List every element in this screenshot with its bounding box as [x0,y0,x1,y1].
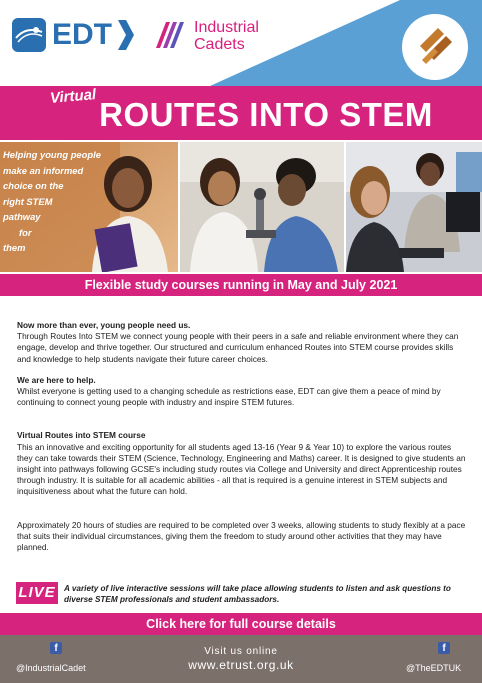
visit-label: Visit us online [204,646,278,657]
overlay-line: them [3,242,26,253]
course-details-link[interactable]: Click here for full course details [0,613,482,635]
overlay-line: choice on the [3,180,64,191]
photo-students-computers [346,142,482,272]
photo-student-with-folder [0,142,178,272]
website-link[interactable]: www.etrust.org.uk [188,658,294,672]
industrial-cadets-line2: Cadets [194,36,245,53]
section-body: This an innovative and exciting opportunity for all students aged 13-16 (Year 9 & Year 10) to explore the various routes they can take towards their STEM (Science, Technology, Engineering and Maths) career. It is designed to give students an insight into pathways following GCSE's including study routes via College and University and direct Apprenticeship routes through industry. It is suitable for all academic abilities - all that is required is a genuine interest in STEM subjects and inquisitiveness about what the future can hold. [17,441,466,497]
edt-logo-badge-icon [12,18,46,52]
photo-strip [0,142,482,272]
virtual-label: Virtual [49,86,97,107]
live-badge: LIVE [16,582,58,604]
overlay-line: for [19,226,32,238]
section-heading: Virtual Routes into STEM course [17,430,146,441]
main-content [17,320,469,563]
edt-logo-text: EDT [52,18,112,51]
industrial-cadets-mark-icon [152,18,188,54]
page-title: ROUTES INTO STEM [99,96,433,133]
section-body: Through Routes Into STEM we connect young people with their peers in a safe and reliable environment where they can engage, develop and thrive together. Our structured and curriculum enhanced Routes into STEM course provides skills and knowledge to help students navigate their future career choices. [17,331,459,364]
industrial-cadet-handle[interactable]: @IndustrialCadet [16,663,86,673]
live-sessions-note [16,582,472,606]
partner-logo-badge [402,14,468,80]
subtitle-band: Flexible study courses running in May and July 2021 [0,274,482,296]
section-heading: We are here to help. [17,374,96,385]
header [0,0,482,86]
edt-uk-handle[interactable]: @TheEDTUK [406,663,462,673]
overlay-line: pathway [3,211,41,222]
footer [0,635,482,683]
photo-students-microscope [180,142,344,272]
live-text: A variety of live interactive sessions will take place allowing students to listen and ask questions to diverse STEM professionals and student ambassadors. [64,584,451,604]
chevron-right-icon [118,18,134,52]
industrial-cadets-line1: Industrial [194,19,259,36]
industrial-cadets-logo[interactable] [152,18,259,54]
partner-emblem-icon [416,26,456,68]
overlay-line: Helping young people [3,149,101,160]
overlay-line: right STEM [3,195,53,207]
section-heading: Now more than ever, young people need us. [17,320,191,330]
overlay-line: make an informed [3,164,84,176]
photo-overlay-text [3,147,113,256]
section-body: Whilst everyone is getting used to a changing schedule as restrictions ease, EDT can give them a peace of mind by continuing to connect young people with industry and inspire STEM futures. [17,386,441,408]
facebook-icon[interactable]: f [50,642,62,654]
edt-logo[interactable] [12,18,134,52]
section-body: Approximately 20 hours of studies are required to be completed over 3 weeks, allowing students to study flexibly at a pace that suits their individual circumstances, giving them the freedom to study around other activities that they may have planned. [17,519,466,553]
title-band [0,86,482,140]
facebook-icon[interactable]: f [438,642,450,654]
